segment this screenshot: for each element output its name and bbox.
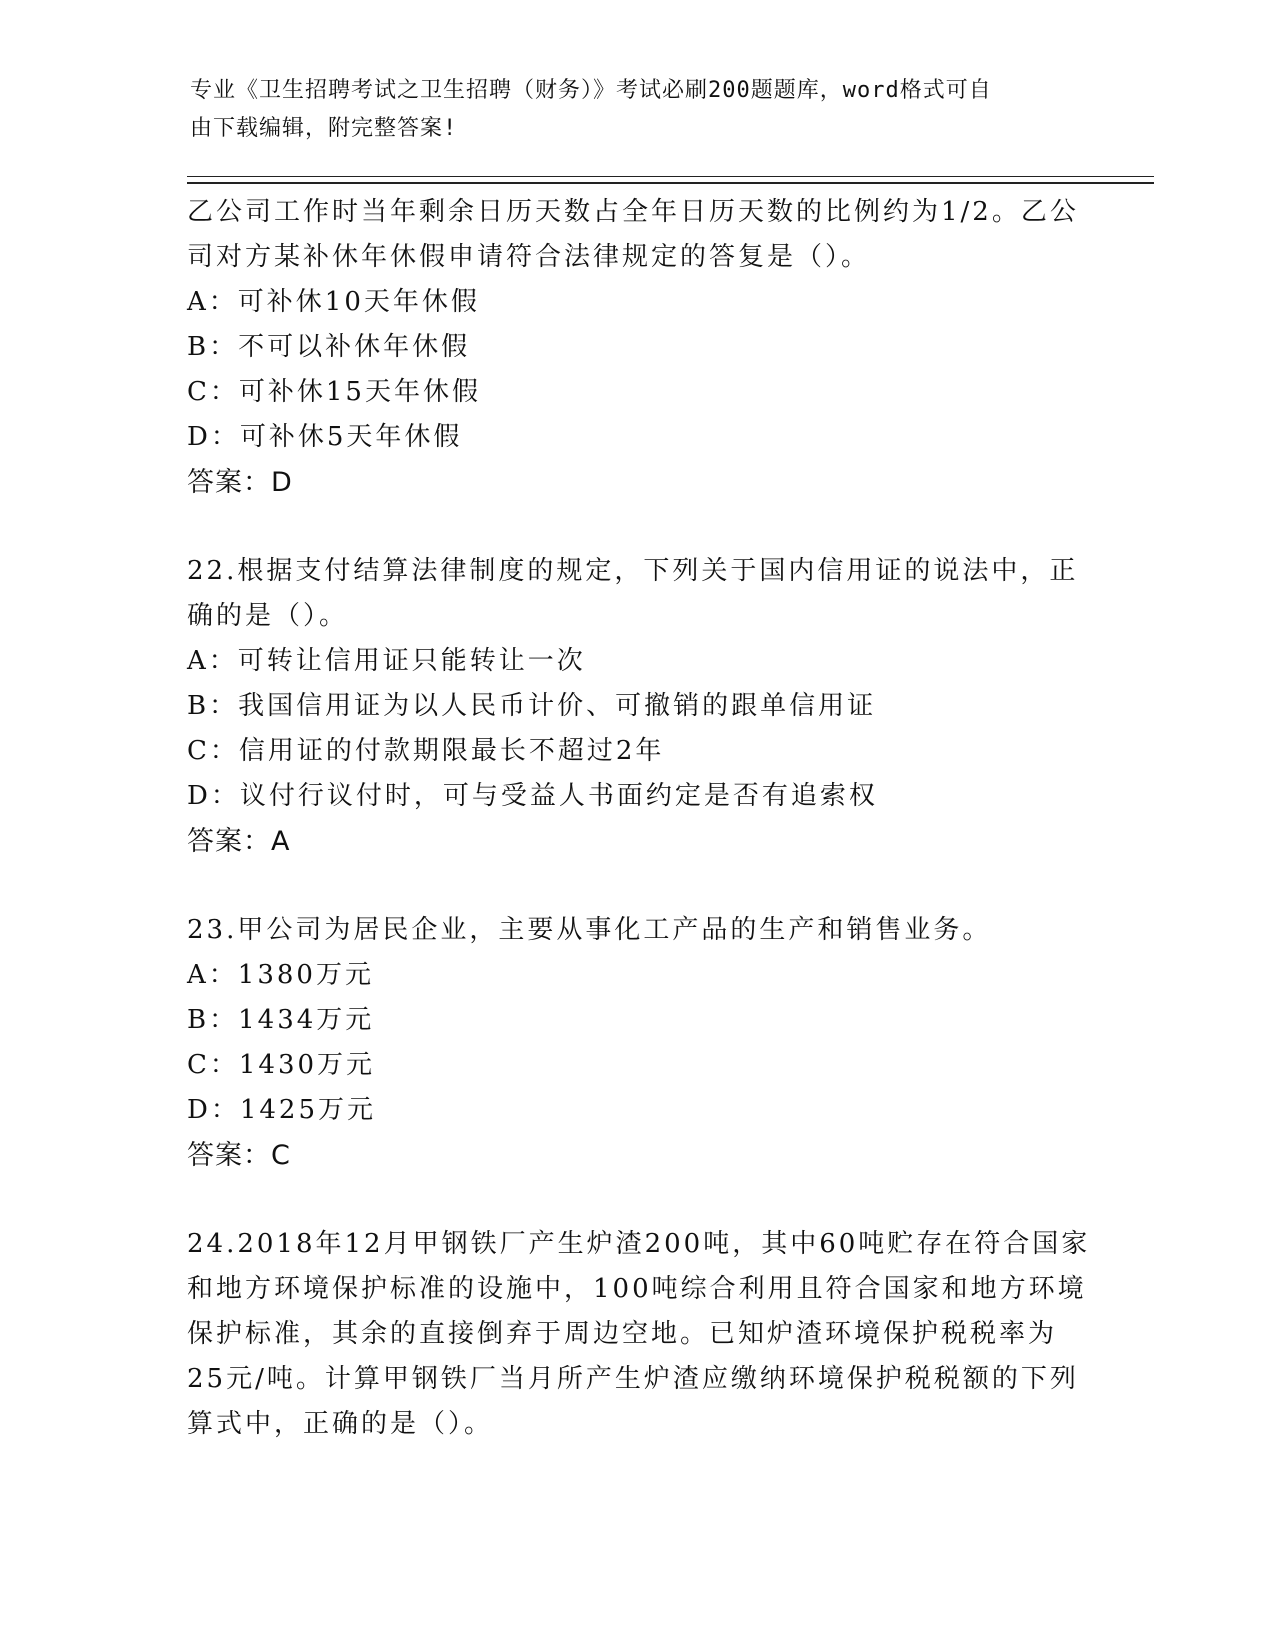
option-c: C：可补休15天年休假 <box>187 377 481 407</box>
question-stem-line: 和地方环境保护标准的设施中，100吨综合利用且符合国家和地方环境 <box>187 1274 1087 1304</box>
question-stem-line: 确的是（）。 <box>187 601 349 631</box>
question-stem-line: 23.甲公司为居民企业，主要从事化工产品的生产和销售业务。 <box>187 915 992 945</box>
question-stem-line: 25元/吨。计算甲钢铁厂当月所产生炉渣应缴纳环境保护税税额的下列 <box>187 1364 1079 1394</box>
spacer <box>187 1178 1087 1222</box>
question-stem-line: 保护标准，其余的直接倒弃于周边空地。已知炉渣环境保护税税率为 <box>187 1319 1058 1349</box>
question-stem-line: 22.根据支付结算法律制度的规定，下列关于国内信用证的说法中，正 <box>187 556 1079 586</box>
question-21 <box>187 190 1087 505</box>
document-header <box>190 72 1090 148</box>
option-c: C：信用证的付款期限最长不超过2年 <box>187 736 665 766</box>
header-line-1: 专业《卫生招聘考试之卫生招聘（财务）》考试必刷200题题库，word格式可自 <box>190 78 992 103</box>
question-list <box>187 190 1091 1447</box>
option-b: B：1434万元 <box>187 1005 375 1035</box>
option-a: A：可转让信用证只能转让一次 <box>187 646 586 676</box>
spacer <box>187 505 1087 549</box>
question-stem-line: 24.2018年12月甲钢铁厂产生炉渣200吨，其中60吨贮存在符合国家 <box>187 1229 1091 1259</box>
answer-line: 答案：D <box>187 467 293 498</box>
option-c: C：1430万元 <box>187 1050 376 1080</box>
question-stem-line: 司对方某补休年休假申请符合法律规定的答复是（）。 <box>187 242 871 272</box>
question-23 <box>187 908 1087 1178</box>
header-divider <box>187 176 1154 184</box>
spacer <box>187 864 1087 908</box>
answer-line: 答案：A <box>187 826 291 857</box>
question-24 <box>187 1222 1091 1447</box>
question-22 <box>187 549 1087 864</box>
option-d: D：1425万元 <box>187 1095 377 1125</box>
option-a: A：可补休10天年休假 <box>187 287 480 317</box>
option-a: A：1380万元 <box>187 960 374 990</box>
option-b: B：不可以补休年休假 <box>187 332 471 362</box>
answer-line: 答案：C <box>187 1140 291 1171</box>
question-stem-line: 乙公司工作时当年剩余日历天数占全年日历天数的比例约为1/2。乙公 <box>187 197 1079 227</box>
option-d: D：可补休5天年休假 <box>187 422 463 452</box>
option-b: B：我国信用证为以人民币计价、可撤销的跟单信用证 <box>187 691 877 721</box>
question-stem-line: 算式中，正确的是（）。 <box>187 1409 494 1439</box>
option-d: D：议付行议付时，可与受益人书面约定是否有追索权 <box>187 781 878 811</box>
header-line-2: 由下载编辑，附完整答案! <box>190 116 458 141</box>
